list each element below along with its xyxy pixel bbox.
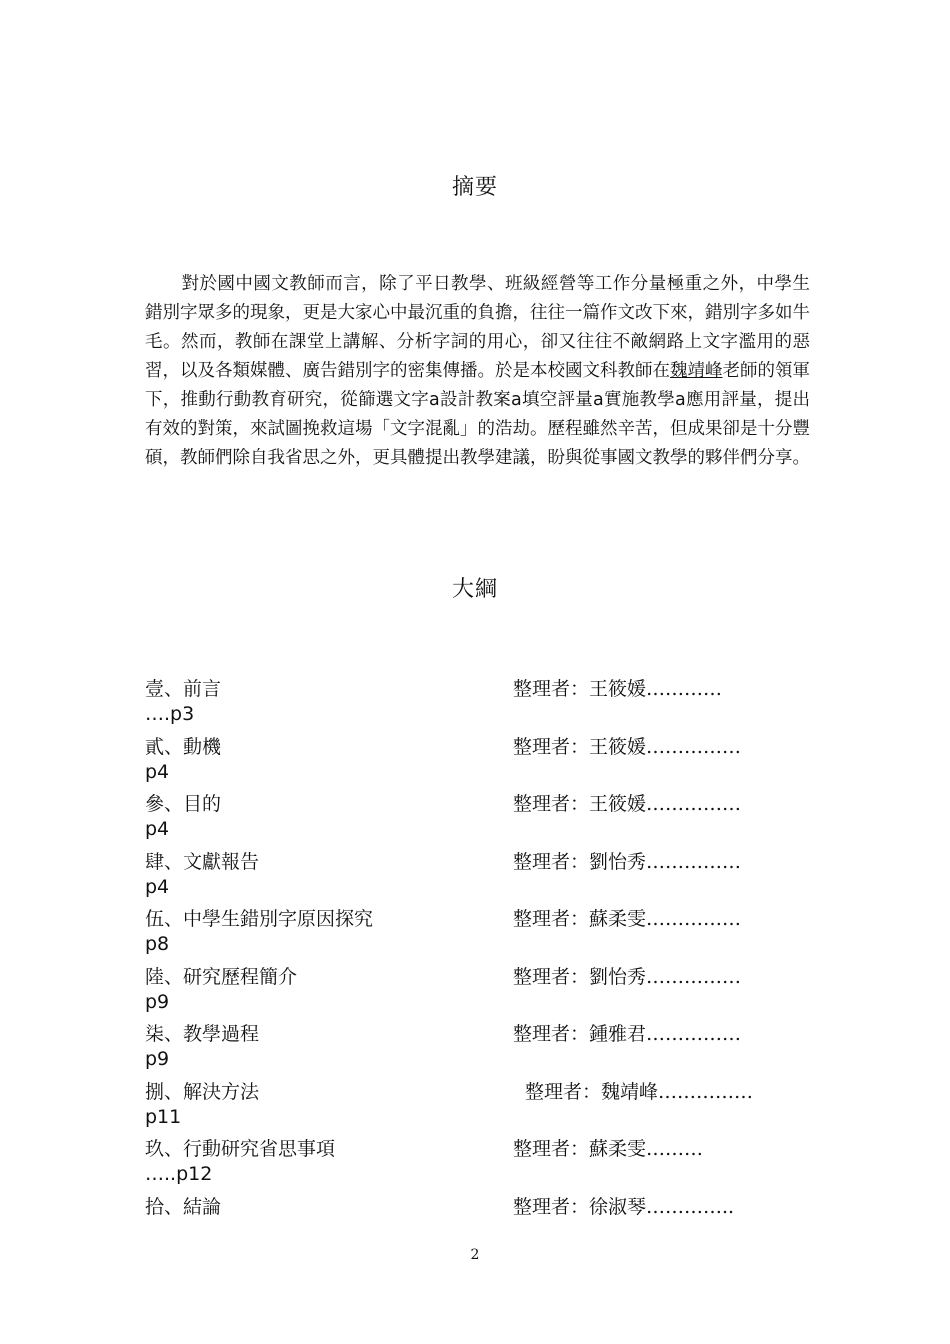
toc-label: 玖、行動研究省思事項 bbox=[145, 1138, 336, 1160]
toc-label: 陸、研究歷程簡介 bbox=[145, 965, 298, 988]
toc-page: p8 bbox=[145, 933, 170, 955]
toc-label: 柒、教學過程 bbox=[145, 1023, 260, 1045]
toc-label: 捌、解決方法 bbox=[145, 1080, 260, 1103]
toc-author: 整理者：王筱媛………… bbox=[513, 678, 723, 700]
toc-page: p9 bbox=[145, 990, 170, 1013]
toc-entry bbox=[145, 904, 825, 962]
toc-author: 整理者：王筱媛…………… bbox=[513, 735, 742, 758]
outline-title: 大綱 bbox=[451, 577, 498, 602]
toc-label: 拾、結論 bbox=[145, 1195, 222, 1218]
toc-entry bbox=[145, 1192, 825, 1250]
separator-a-4: a bbox=[675, 390, 686, 410]
abstract-text-6: 應用評量，提出有效的對策，來試圖挽救這場「文字混亂」的浩劫。歷程雖然辛苦，但成果卻是十分豐碩，教師們除自我省思之外，更具體提出教學建議，盼與從事國文教學的夥伴們分享。 bbox=[145, 390, 811, 468]
abstract-title: 摘要 bbox=[451, 175, 498, 200]
toc-page: p4 bbox=[145, 875, 170, 898]
page-number: 2 bbox=[470, 1247, 480, 1263]
abstract-text-4: 填空評量 bbox=[521, 390, 594, 410]
abstract-text-2: 老師的領軍下，推動行動教育研究，從篩選文字 bbox=[145, 361, 810, 410]
toc-page: p4 bbox=[145, 818, 170, 840]
abstract-text-1: 對於國中國文教師而言，除了平日教學、班級經營等工作分量極重之外，中學生錯別字眾多的現象，更是大家心中最沉重的負擔，往往一篇作文改下來，錯別字多如牛毛。然而，教師在課堂上講解、分析字詞的用心，卻又往往不敵網路上文字濫用的惡習，以及各類媒體、廣告錯別字的密集傳播。於是本校國文科教師在 bbox=[145, 274, 810, 381]
toc-entry bbox=[145, 789, 825, 847]
toc-label: 肆、文獻報告 bbox=[145, 850, 260, 873]
abstract-text-5: 實施教學 bbox=[603, 390, 676, 410]
separator-a-2: a bbox=[511, 390, 522, 410]
teacher-name: 魏靖峰 bbox=[670, 361, 723, 381]
toc-label: 壹、前言 bbox=[145, 678, 222, 700]
toc-page: p9 bbox=[145, 1048, 170, 1070]
toc-entry bbox=[145, 674, 825, 732]
toc-label: 貳、動機 bbox=[145, 735, 222, 758]
abstract-text-3: 設計教案 bbox=[439, 390, 512, 410]
toc-entry bbox=[145, 962, 825, 1020]
separator-a-1: a bbox=[429, 390, 440, 410]
toc-entry bbox=[145, 1019, 825, 1077]
toc-page: …..p12 bbox=[145, 1163, 213, 1185]
toc-entry bbox=[145, 732, 825, 790]
toc-page: ….p3 bbox=[145, 703, 195, 725]
table-of-contents bbox=[145, 674, 825, 1249]
toc-author: 整理者：劉怡秀…………… bbox=[513, 850, 742, 873]
toc-author: 整理者：鍾雅君…………… bbox=[513, 1023, 742, 1045]
toc-author: 整理者：魏靖峰…………… bbox=[525, 1080, 754, 1103]
abstract-paragraph bbox=[145, 270, 810, 473]
toc-author: 整理者：蘇柔雯…………… bbox=[513, 908, 742, 930]
toc-page: p4 bbox=[145, 760, 170, 783]
toc-entry bbox=[145, 1077, 825, 1135]
toc-author: 整理者：蘇柔雯……… bbox=[513, 1138, 704, 1160]
toc-page: p11 bbox=[145, 1105, 182, 1128]
toc-entry bbox=[145, 847, 825, 905]
toc-label: 伍、中學生錯別字原因探究 bbox=[145, 908, 374, 930]
separator-a-3: a bbox=[593, 390, 604, 410]
toc-entry bbox=[145, 1134, 825, 1192]
toc-label: 參、目的 bbox=[145, 793, 222, 815]
toc-author: 整理者：劉怡秀…………… bbox=[513, 965, 742, 988]
toc-author: 整理者：徐淑琴………….. bbox=[513, 1195, 735, 1218]
toc-author: 整理者：王筱媛…………… bbox=[513, 793, 742, 815]
